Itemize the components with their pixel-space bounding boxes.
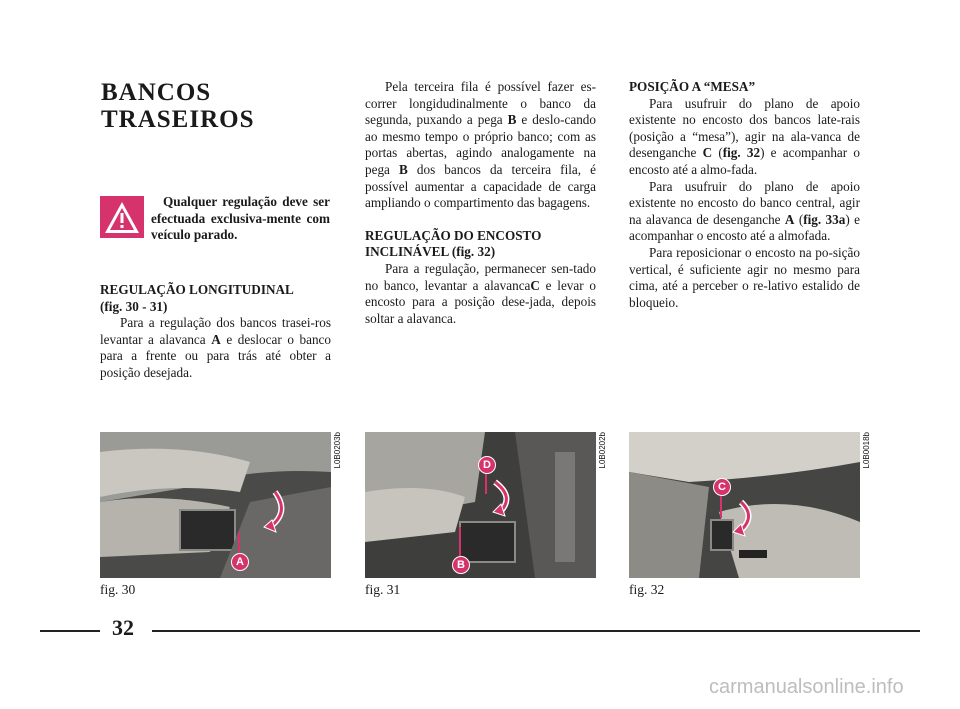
figure-30-photo xyxy=(100,432,331,578)
warning-text-content: Qualquer regulação deve ser efectuada exclusiva-mente com veículo parado. xyxy=(151,194,330,243)
heading-backrest-line2: INCLINÁVEL xyxy=(365,244,449,260)
column-3 xyxy=(629,79,860,311)
warning-text xyxy=(151,194,330,244)
figure-31-caption: fig. 31 xyxy=(365,582,401,597)
heading-table-position: POSIÇÃO A “MESA” xyxy=(629,79,756,94)
paragraph-longitudinal: Para a regulação dos bancos trasei-ros levantar a alavanca A e deslocar o banco para a frente ou para trás até obter a posição desejada. xyxy=(100,315,331,380)
callout-a: A xyxy=(231,553,249,571)
page-number: 32 xyxy=(112,615,134,640)
paragraph-backrest: Para a regulação, permanecer sen-tado no banco, levantar a alavancaC e levar o encosto para a posição dese-jada, depois soltar a alavanca. xyxy=(365,260,596,326)
heading-longitudinal-fig: fig. 30 - 31 xyxy=(104,298,164,314)
fig-33a-ref: fig. 33a xyxy=(803,211,846,227)
lever-a-ref: A xyxy=(211,331,221,347)
figure-31-photo xyxy=(365,432,596,578)
column-2 xyxy=(365,79,596,327)
lever-c-ref-2: C xyxy=(702,145,713,161)
heading-backrest-fig: fig. 32 xyxy=(456,244,491,260)
paragraph-third-row: Pela terceira fila é possível fazer es-correr longidudinalmente o banco da segunda, puxando a pega B e deslo-cando ao mesmo tempo o próprio banco; com as portas abertas, agindo analogamente na pega B dos bancos da terceira fila, é possível aumentar a capacidade de carga ampliando o compartimento das bagagens. xyxy=(365,79,596,211)
paragraph-table-central: Para usufruir do plano de apoio existente no encosto do banco central, agir na alavanca de desenganche A (fig. 33a) e acompanhar o encosto até a almofada. xyxy=(629,178,860,244)
fig-32-ref: fig. 32 xyxy=(722,145,761,161)
figure-32-photo xyxy=(629,432,860,578)
section-title-line1: BANCOS xyxy=(101,79,212,106)
footer-rule-left xyxy=(40,630,100,632)
handle-b-ref-2: B xyxy=(399,161,408,177)
figure-31-code: L0B0202b xyxy=(598,432,607,469)
lever-a-ref-2: A xyxy=(784,211,795,227)
figure-32-code: L0B0018b xyxy=(862,432,871,469)
figure-30-code: L0B0203b xyxy=(333,432,342,469)
heading-backrest-line1: REGULAÇÃO DO ENCOSTO xyxy=(365,227,542,243)
lever-c-ref: C xyxy=(530,277,540,293)
heading-longitudinal: REGULAÇÃO LONGITUDINAL (fig. 30 - 31) xyxy=(100,282,294,314)
watermark: carmanualsonline.info xyxy=(709,676,904,698)
column-1 xyxy=(100,282,331,382)
footer-rule-right xyxy=(152,630,920,632)
heading-backrest: REGULAÇÃO DO ENCOSTO INCLINÁVEL (fig. 32) xyxy=(365,227,542,260)
callout-d: D xyxy=(478,456,496,474)
figure-30-caption: fig. 30 xyxy=(100,582,136,597)
heading-longitudinal-text: REGULAÇÃO LONGITUDINAL xyxy=(100,282,294,297)
warning-icon xyxy=(100,196,144,238)
figure-32-caption: fig. 32 xyxy=(629,582,665,597)
section-title-line2: TRASEIROS xyxy=(101,106,255,133)
paragraph-reposition: Para reposicionar o encosto na po-sição vertical, é suficiente agir no mesmo para cima, até a perceber o re-lativo estalido de bloqueio. xyxy=(629,244,860,310)
handle-b-ref: B xyxy=(507,112,517,128)
section-title xyxy=(101,79,255,133)
callout-c: C xyxy=(713,478,731,496)
callout-b: B xyxy=(452,556,470,574)
paragraph-table-lateral: Para usufruir do plano de apoio existente no encosto dos bancos late-rais (posição a “mesa”), agir na ala-vanca de desenganche C (fig. 32) e acompanhar o encosto até a almo-fada. xyxy=(629,95,860,177)
